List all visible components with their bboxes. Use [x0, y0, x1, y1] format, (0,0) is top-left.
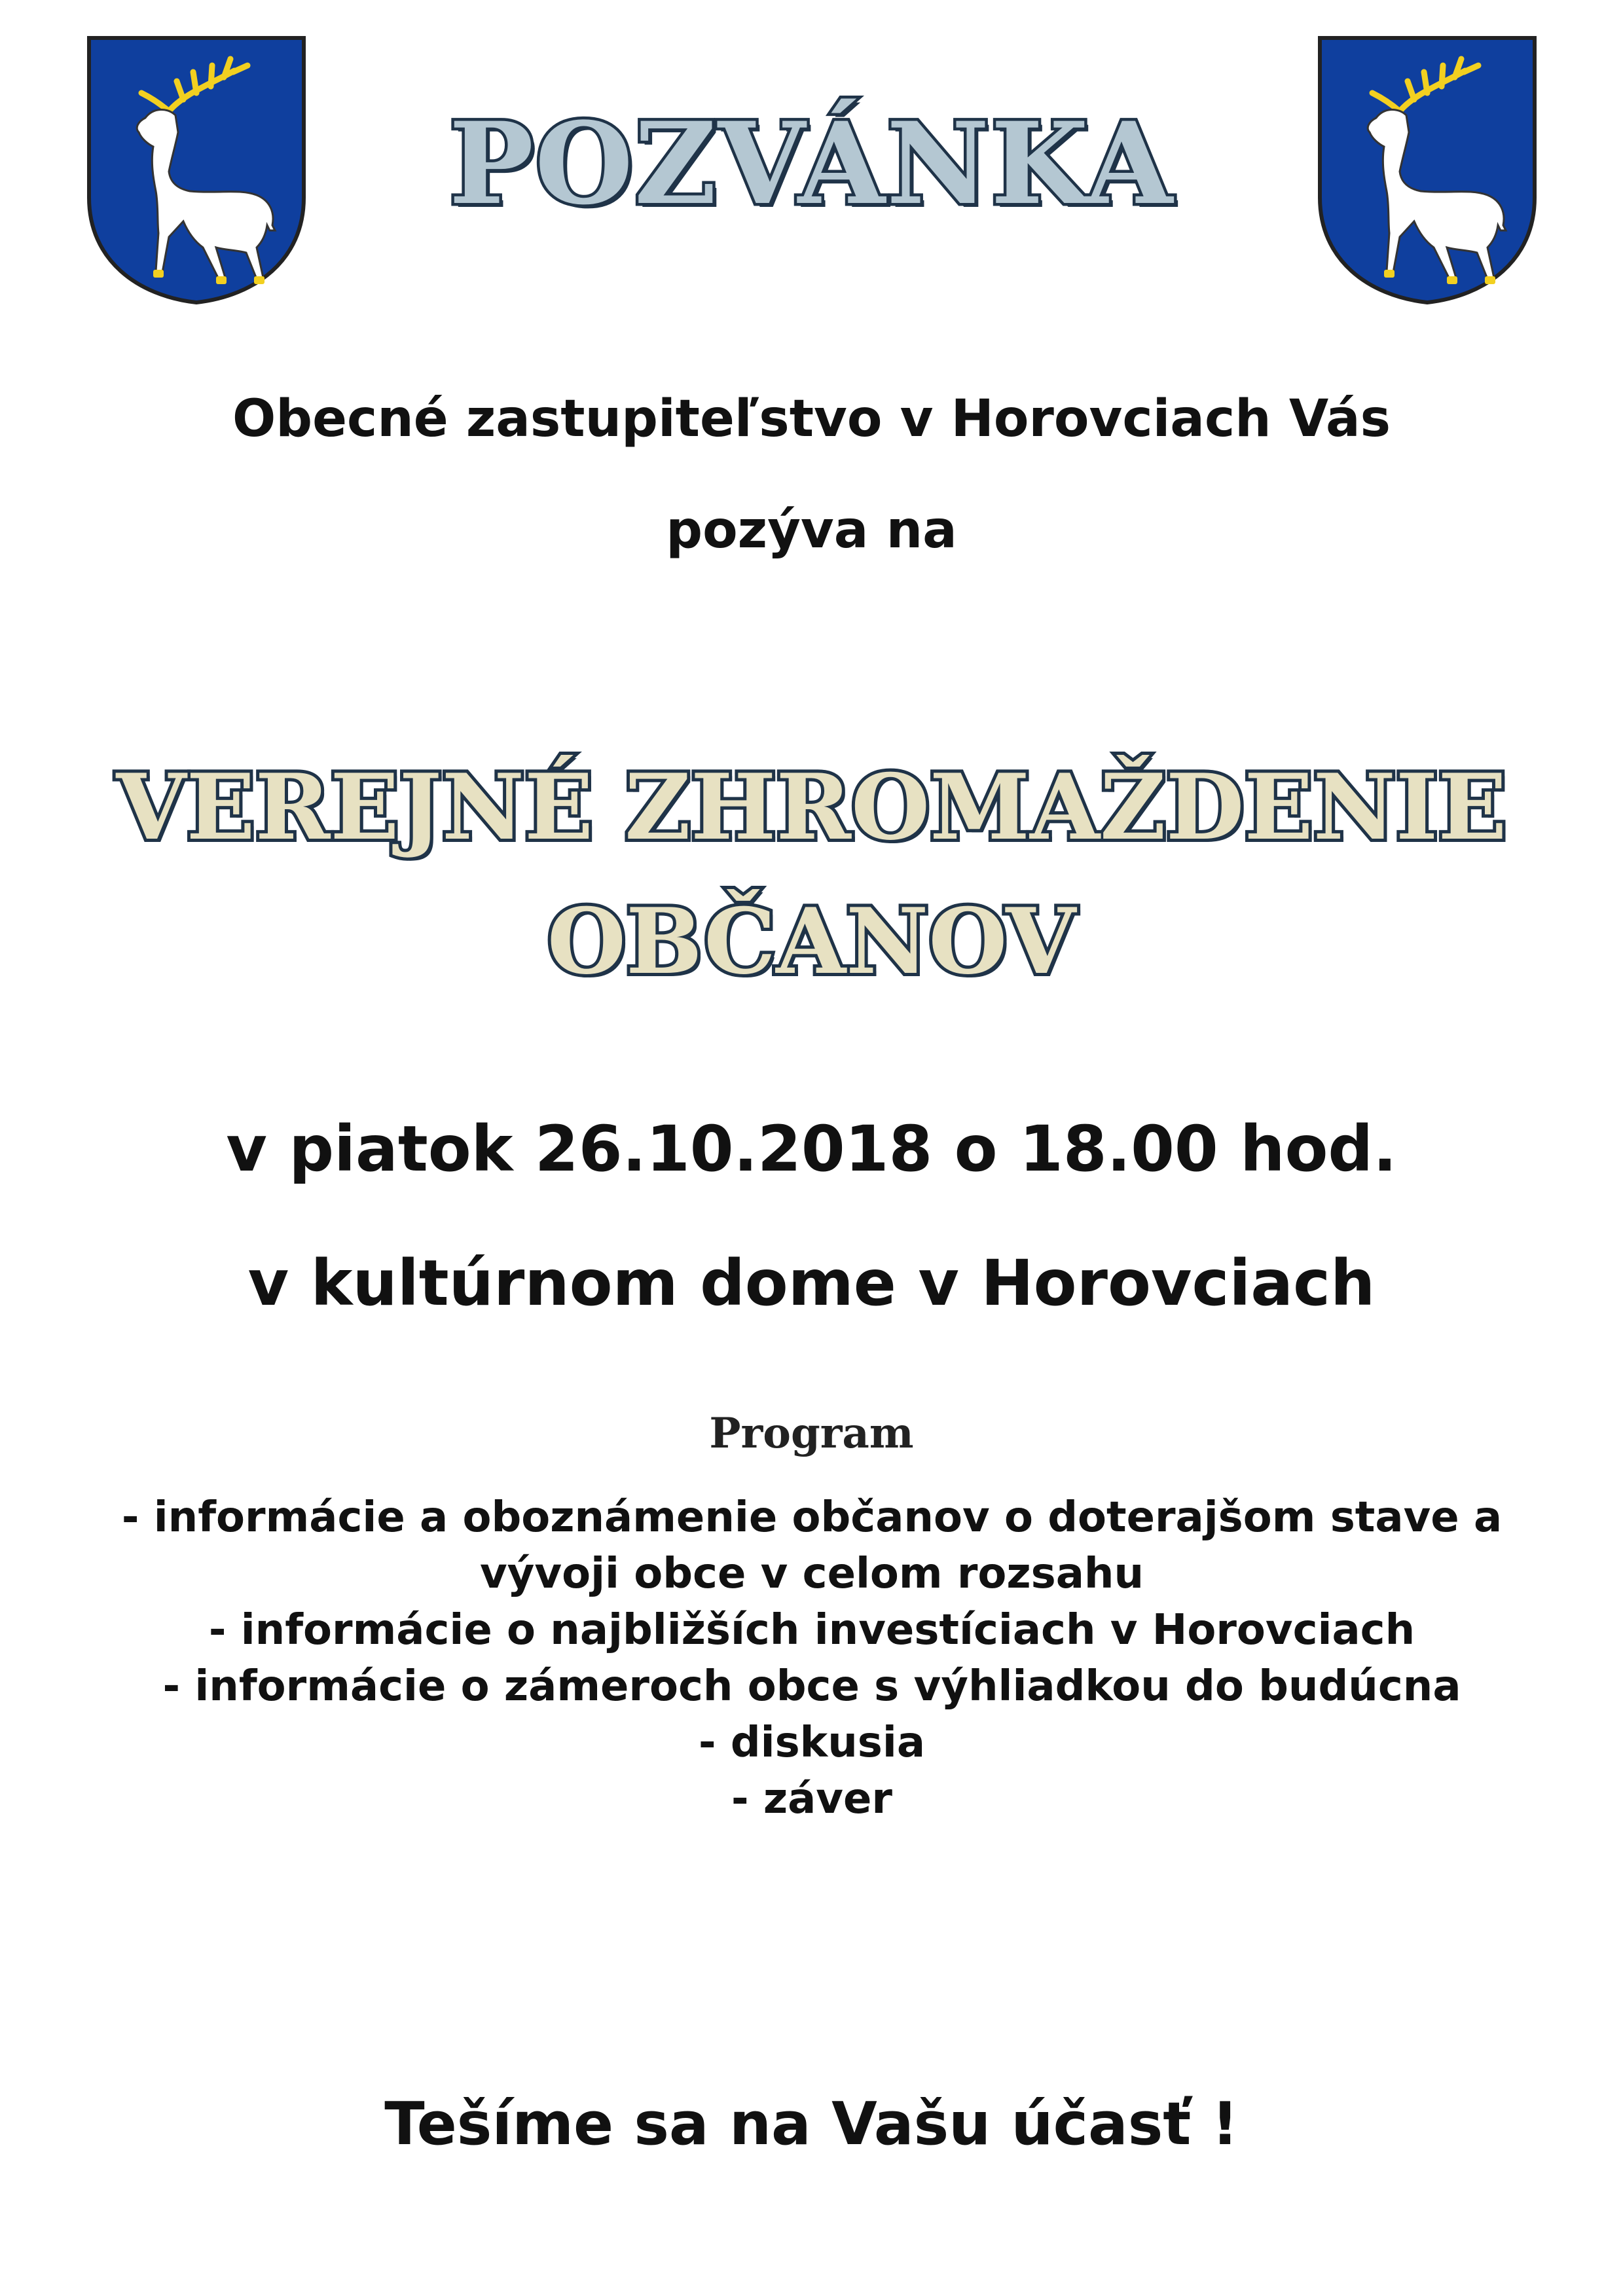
- closing-message: Tešíme sa na Vašu účasť !: [384, 2090, 1239, 2159]
- event-place: v kultúrnom dome v Horovciach: [247, 1247, 1376, 1320]
- event-title-line-2: OBČANOV: [547, 888, 1076, 994]
- program-item: - informácie o najbližších investíciach v Horovciach: [208, 1606, 1415, 1654]
- event-title-line-1: VEREJNÉ ZHROMAŽDENIE: [116, 754, 1507, 860]
- program-item: - diskusia: [698, 1719, 926, 1767]
- program-item: - záver: [731, 1775, 892, 1823]
- program-heading: Program: [709, 1409, 914, 1458]
- program-item: - informácie o zámeroch obce s výhliadkou do budúcna: [162, 1662, 1461, 1711]
- program-item: - informácie a oboznámenie občanov o doterajšom stave a vývoji obce v celom rozsahu: [121, 1493, 1503, 1598]
- page-title: POZVÁNKA: [448, 97, 1175, 230]
- invitation-line-2: pozýva na: [666, 501, 957, 560]
- invitation-line-1: Obecné zastupiteľstvo v Horovciach Vás: [232, 390, 1391, 448]
- program-list: [118, 1489, 1506, 1827]
- event-date: v piatok 26.10.2018 o 18.00 hod.: [226, 1112, 1397, 1186]
